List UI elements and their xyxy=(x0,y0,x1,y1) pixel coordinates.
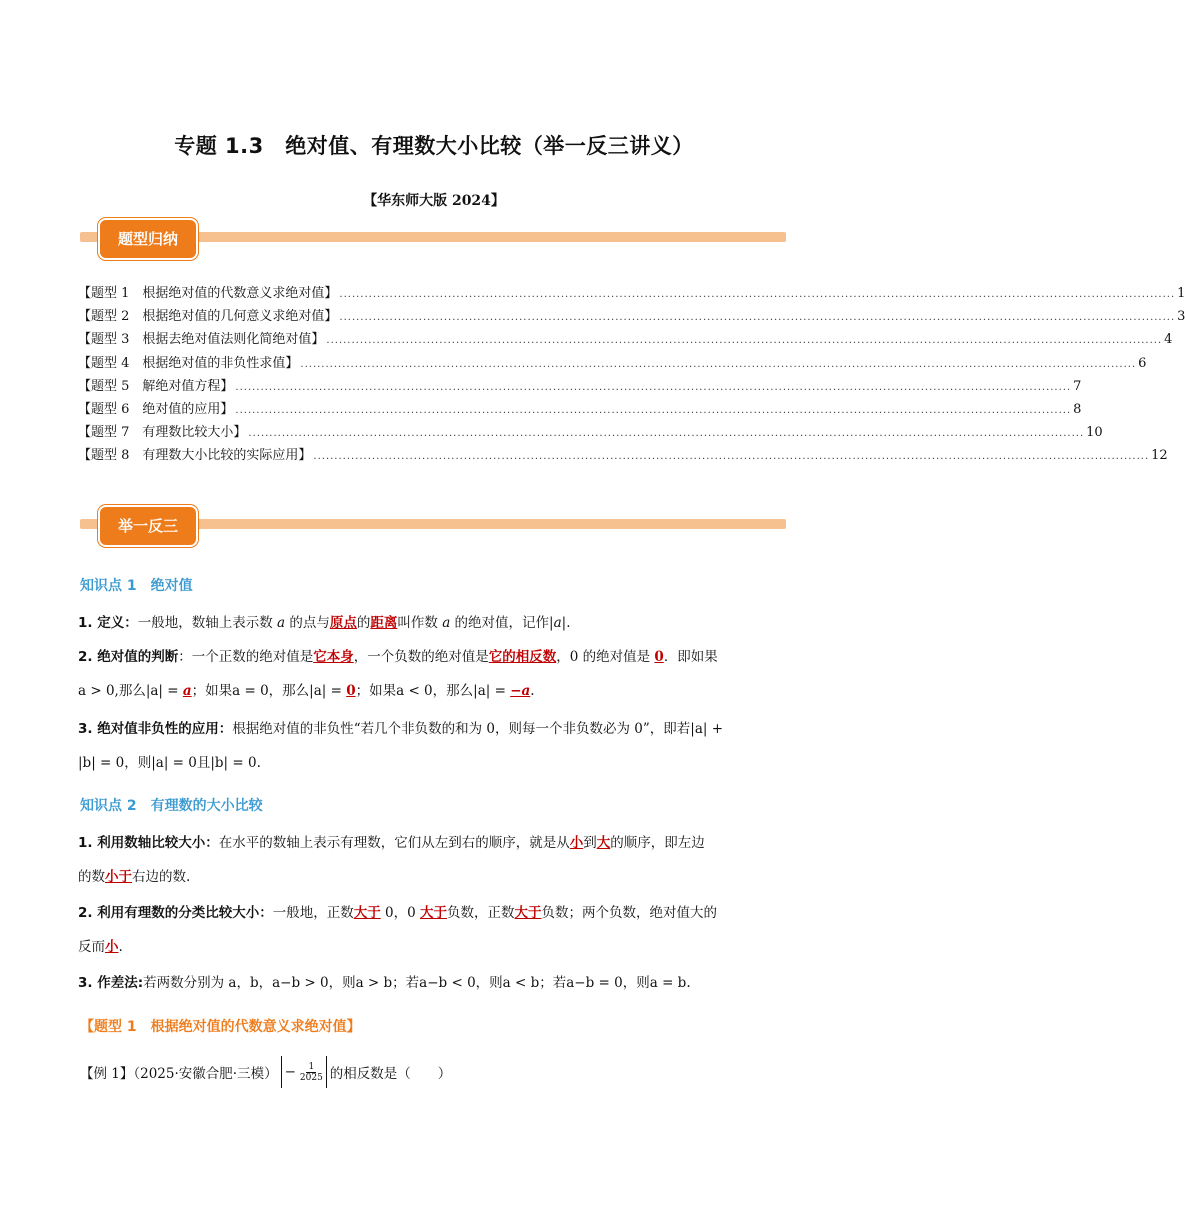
toc-entry-label: 【题型 7 有理数比较大小】 xyxy=(78,425,247,441)
toc-entry[interactable] xyxy=(78,352,1147,375)
toc-page-number: 1 xyxy=(1177,286,1185,301)
item-lead: 2. 利用有理数的分类比较大小： xyxy=(78,905,273,921)
answer-blank: 0 xyxy=(654,649,664,665)
section-label: 举一反三 xyxy=(98,505,198,547)
question-type-1-title: 【题型 1 根据绝对值的代数意义求绝对值】 xyxy=(80,1019,361,1035)
toc-leader-dots: ........................................................................................................................................................................................................ xyxy=(339,312,1176,324)
toc-leader-dots: ........................................................................................................................................................................................................ xyxy=(313,451,1150,463)
toc-entry[interactable] xyxy=(78,282,1185,305)
item-lead: 3. 绝对值非负性的应用： xyxy=(78,721,233,737)
toc-entry-label: 【题型 2 根据绝对值的几何意义求绝对值】 xyxy=(78,309,338,325)
item-lead: 2. 绝对值的判断 xyxy=(78,649,179,665)
edition-subtitle: 【华东师大版 2024】 xyxy=(363,193,505,209)
toc-entry-label: 【题型 8 有理数大小比较的实际应用】 xyxy=(78,448,312,464)
toc-page-number: 3 xyxy=(1177,309,1185,325)
answer-blank: 大于 xyxy=(514,905,542,921)
fraction xyxy=(300,1062,323,1083)
section-label: 题型归纳 xyxy=(98,218,198,260)
answer-blank: 小 xyxy=(105,939,119,955)
kp1-definition: 1. 定义：一般地，数轴上表示数 a 的点与原点的距离叫作数 a 的绝对值，记作|a|. xyxy=(78,615,571,631)
answer-blank: 它本身 xyxy=(313,649,354,665)
toc-entry[interactable] xyxy=(78,375,1082,398)
toc-leader-dots: ........................................................................................................................................................................................................ xyxy=(326,335,1163,347)
toc-page-number: 12 xyxy=(1151,448,1168,464)
page-title: 专题 1.3 绝对值、有理数大小比较（举一反三讲义） xyxy=(174,134,694,158)
knowledge-point-1-heading: 知识点 1 绝对值 xyxy=(80,578,193,594)
toc-entry-label: 【题型 6 绝对值的应用】 xyxy=(78,401,234,417)
answer-blank: 距离 xyxy=(370,615,398,631)
example-question: 的相反数是（ ） xyxy=(329,1066,452,1082)
section-banner-types xyxy=(80,218,786,258)
example-1 xyxy=(80,1056,451,1088)
toc-page-number: 8 xyxy=(1073,401,1082,417)
answer-blank: 大于 xyxy=(420,905,447,921)
fraction-denominator: 2025 xyxy=(299,1072,323,1083)
toc-entry-label: 【题型 4 根据绝对值的非负性求值】 xyxy=(78,355,299,371)
minus-sign: − xyxy=(284,1064,296,1080)
answer-blank: 原点 xyxy=(329,615,357,631)
fraction-numerator: 1 xyxy=(308,1061,315,1072)
toc-page-number: 6 xyxy=(1138,355,1147,371)
toc-entry-label: 【题型 3 根据去绝对值法则化简绝对值】 xyxy=(78,332,325,348)
toc-leader-dots: ........................................................................................................................................................................................................ xyxy=(248,428,1085,440)
answer-blank: 大 xyxy=(596,835,611,851)
toc-entry[interactable] xyxy=(78,444,1168,467)
answer-blank: a xyxy=(182,683,192,699)
toc-leader-dots: ........................................................................................................................................................................................................ xyxy=(300,358,1137,370)
kp2-classification: 2. 利用有理数的分类比较大小：一般地，正数大于 0，0 大于负数，正数大于负数；两个负数，绝对值大的 反而小. xyxy=(78,905,717,955)
answer-blank: 0 xyxy=(346,683,356,699)
answer-blank: 小于 xyxy=(105,869,132,885)
toc-entry-label: 【题型 5 解绝对值方程】 xyxy=(78,378,234,394)
example-lead: 【例 1】（2025·安徽合肥·三模） xyxy=(80,1066,278,1082)
toc-entry[interactable] xyxy=(78,398,1082,421)
item-lead: 3. 作差法: xyxy=(78,975,144,991)
toc-leader-dots: ........................................................................................................................................................................................................ xyxy=(339,289,1176,300)
kp2-numberline: 1. 利用数轴比较大小：在水平的数轴上表示有理数，它们从左到右的顺序，就是从小到大的顺序，即左边 的数小于右边的数. xyxy=(78,835,705,885)
toc-entry-label: 【题型 1 根据绝对值的代数意义求绝对值】 xyxy=(78,286,338,301)
toc-page-number: 4 xyxy=(1164,332,1173,348)
toc-entry[interactable] xyxy=(78,421,1103,444)
item-lead: 1. 利用数轴比较大小： xyxy=(78,835,219,851)
table-of-contents xyxy=(78,282,1185,468)
toc-leader-dots: ........................................................................................................................................................................................................ xyxy=(235,404,1072,416)
absolute-value-expression xyxy=(281,1056,327,1088)
answer-blank: −a xyxy=(510,683,531,699)
toc-leader-dots: ........................................................................................................................................................................................................ xyxy=(235,381,1072,393)
kp2-difference-method: 3. 作差法:若两数分别为 a，b，a−b > 0，则a > b；若a−b < 0，则a < b；若a−b = 0，则a = b. xyxy=(78,975,691,991)
answer-blank: 它的相反数 xyxy=(488,649,557,665)
answer-blank: 大于 xyxy=(353,905,381,921)
toc-entry[interactable] xyxy=(78,328,1173,351)
knowledge-point-2-heading: 知识点 2 有理数的大小比较 xyxy=(80,798,263,814)
item-lead: 1. 定义： xyxy=(78,615,138,631)
toc-page-number: 10 xyxy=(1086,425,1103,441)
kp1-judgement: 2. 绝对值的判断：一个正数的绝对值是它本身，一个负数的绝对值是它的相反数，0 的绝对值是 0．即如果 a > 0,那么|a| = a；如果a = 0，那么|a| = 0；如果a < 0，那么|a| = −a. xyxy=(78,649,718,699)
answer-blank: 小 xyxy=(569,835,584,851)
section-banner-examples xyxy=(80,505,786,545)
toc-entry[interactable] xyxy=(78,305,1185,328)
kp1-nonnegativity: 3. 绝对值非负性的应用：根据绝对值的非负性“若几个非负数的和为 0，则每一个非负数必为 0”，即若|a| + |b| = 0，则|a| = 0且|b| = 0. xyxy=(78,721,724,771)
toc-page-number: 7 xyxy=(1073,378,1082,394)
